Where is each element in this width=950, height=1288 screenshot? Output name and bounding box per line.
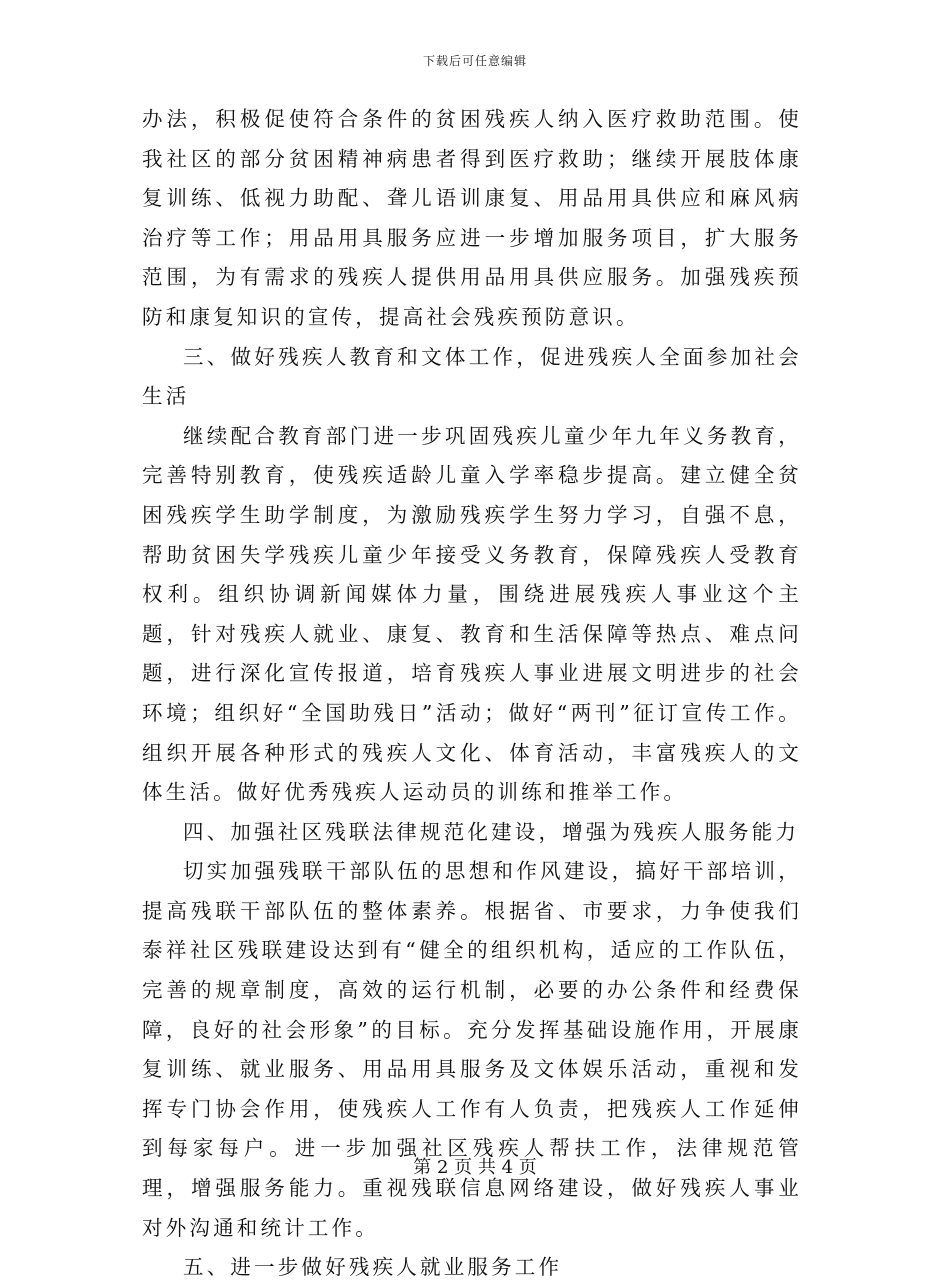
- paragraph-federation: 切实加强残联干部队伍的思想和作风建设，搞好干部培训，提高残联干部队伍的整体素养。根据省、市要求，力争使我们泰祥社区残联建设达到有“健全的组织机构，适应的工作队伍，完善的规章制度，高效的运行机制，必要的办公条件和经费保障，良好的社会形象”的目标。充分发挥基础设施作用，开展康复训练、就业服务、用品用具服务及文体娱乐活动，重视和发挥专门协会作用，使残疾人工作有人负责，把残疾人工作延伸到每家每户。进一步加强社区残疾人帮扶工作，法律规范管理，增强服务能力。重视残联信息网络建设，做好残疾人事业对外沟通和统计工作。: [142, 859, 802, 1240]
- document-body: [142, 100, 802, 1288]
- section-heading-3: 三、做好残疾人教育和文体工作，促进残疾人全面参加社会生活: [142, 344, 802, 409]
- paragraph-continuation: 办法，积极促使符合条件的贫困残疾人纳入医疗救助范围。使我社区的部分贫困精神病患者得到医疗救助；继续开展肢体康复训练、低视力助配、聋儿语训康复、用品用具供应和麻风病治疗等工作；用品用具服务应进一步增加服务项目，扩大服务范围，为有需求的残疾人提供用品用具供应服务。加强残疾预防和康复知识的宣传，提高社会残疾预防意识。: [142, 107, 802, 329]
- paragraph-education: 继续配合教育部门进一步巩固残疾儿童少年九年义务教育，完善特别教育，使残疾适龄儿童入学率稳步提高。建立健全贫困残疾学生助学制度，为激励残疾学生努力学习，自强不息，帮助贫困失学残疾儿童少年接受义务教育，保障残疾人受教育权利。组织协调新闻媒体力量，围绕进展残疾人事业这个主题，针对残疾人就业、康复、教育和生活保障等热点、难点问题，进行深化宣传报道，培育残疾人事业进展文明进步的社会环境；组织好“全国助残日”活动；做好“两刊”征订宣传工作。组织开展各种形式的残疾人文化、体育活动，丰富残疾人的文体生活。做好优秀残疾人运动员的训练和推举工作。: [142, 423, 802, 805]
- page-footer: 第 2 页 共 4 页: [413, 1157, 537, 1178]
- page-header: 下载后可任意编辑: [422, 54, 527, 68]
- section-heading-4: 四、加强社区残联法律规范化建设，增强为残疾人服务能力: [183, 819, 800, 844]
- section-heading-5: 五、进一步做好残疾人就业服务工作: [183, 1255, 563, 1280]
